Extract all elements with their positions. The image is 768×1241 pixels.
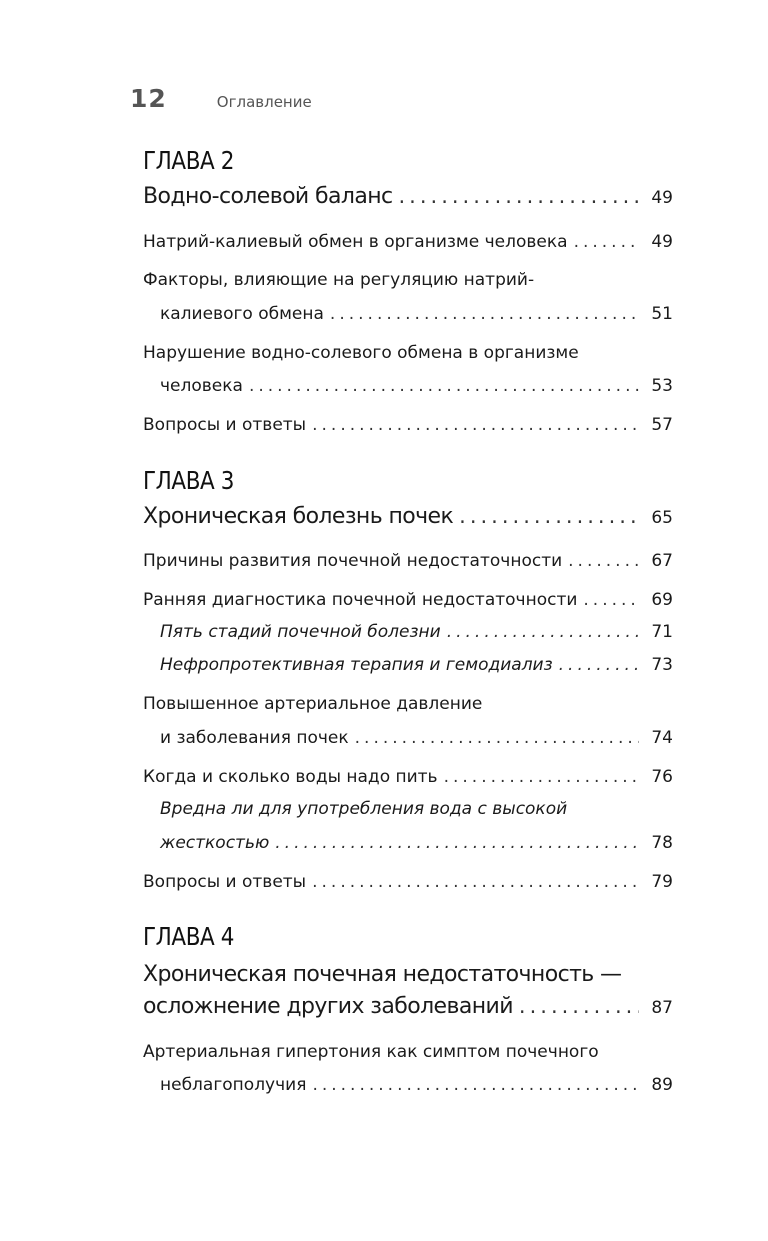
entry-title: Причины развития почечной недостаточности (143, 551, 563, 571)
chapter-2-title-entry[interactable] (143, 186, 673, 208)
toc-entry[interactable] (143, 415, 673, 435)
toc-entry[interactable] (143, 872, 673, 892)
leader-dots (312, 1075, 639, 1095)
entry-title-line1: Нарушение водно-солевого обмена в организме (143, 343, 579, 363)
page-ref: 51 (651, 304, 673, 324)
page-ref: 53 (651, 376, 673, 396)
toc-entry[interactable] (143, 232, 673, 252)
leader-dots (399, 186, 640, 206)
page-ref: 67 (651, 551, 673, 571)
entry-title: Ранняя диагностика почечной недостаточности (143, 590, 578, 610)
chapter-3-title-entry[interactable] (143, 506, 673, 528)
page-ref: 73 (651, 655, 673, 675)
page-ref: 74 (651, 728, 673, 748)
page-ref: 49 (651, 188, 673, 208)
page-number: 12 (130, 84, 167, 113)
toc-subentry[interactable] (160, 622, 673, 642)
toc-entry[interactable] (143, 767, 673, 787)
entry-title: Вопросы и ответы (143, 872, 307, 892)
entry-title-line1: Вредна ли для употребления вода с высокой (160, 799, 568, 819)
toc-entry[interactable] (160, 1075, 673, 1095)
chapter-3-label: ГЛАВА 3 (143, 466, 234, 495)
leader-dots (312, 415, 639, 435)
entry-title-line2: и заболевания почек (160, 728, 349, 748)
toc-entry[interactable] (143, 590, 673, 610)
leader-dots (447, 622, 639, 642)
chapter-4-label: ГЛАВА 4 (143, 922, 234, 951)
leader-dots (355, 728, 639, 748)
toc-entry[interactable] (160, 376, 673, 396)
entry-title-line1: Артериальная гипертония как симптом почечного (143, 1042, 599, 1062)
running-title: Оглавление (216, 93, 312, 111)
toc-entry[interactable] (160, 728, 673, 748)
leader-dots (519, 996, 639, 1016)
entry-title: Когда и сколько воды надо пить (143, 767, 438, 787)
leader-dots (275, 833, 639, 853)
leader-dots (459, 506, 639, 526)
page-ref: 65 (651, 508, 673, 528)
leader-dots (312, 872, 639, 892)
page-ref: 87 (651, 998, 673, 1018)
chapter-3-title: Хроническая болезнь почек (143, 504, 454, 529)
leader-dots (330, 304, 639, 324)
page-ref: 76 (651, 767, 673, 787)
leader-dots (249, 376, 639, 396)
page-ref: 49 (651, 232, 673, 252)
toc-subentry[interactable] (160, 833, 673, 853)
page-ref: 57 (651, 415, 673, 435)
leader-dots (583, 590, 639, 610)
entry-title: Вопросы и ответы (143, 415, 307, 435)
entry-title-line2: человека (160, 376, 243, 396)
chapter-4-title-line1: Хроническая почечная недостаточность — (143, 962, 622, 987)
leader-dots (559, 655, 639, 675)
page-ref: 89 (651, 1075, 673, 1095)
page-ref: 78 (651, 833, 673, 853)
entry-title-line2: жесткостью (160, 833, 270, 853)
chapter-2-title: Водно-солевой баланс (143, 184, 393, 209)
entry-title: Нефропротективная терапия и гемодиализ (160, 655, 553, 675)
leader-dots (574, 232, 639, 252)
toc-entry[interactable] (160, 304, 673, 324)
toc-subentry[interactable] (160, 655, 673, 675)
leader-dots (568, 551, 639, 571)
page-header (130, 84, 312, 113)
entry-title-line2: неблагополучия (160, 1075, 307, 1095)
chapter-4-title-entry[interactable] (143, 996, 673, 1018)
entry-title-line2: калиевого обмена (160, 304, 324, 324)
page-ref: 69 (651, 590, 673, 610)
chapter-4-title-line2: осложнение других заболеваний (143, 994, 513, 1019)
page-ref: 71 (651, 622, 673, 642)
entry-title-line1: Повышенное артериальное давление (143, 694, 483, 714)
entry-title: Натрий-калиевый обмен в организме человека (143, 232, 568, 252)
leader-dots (444, 767, 639, 787)
page-ref: 79 (651, 872, 673, 892)
entry-title: Пять стадий почечной болезни (160, 622, 441, 642)
entry-title-line1: Факторы, влияющие на регуляцию натрий- (143, 270, 535, 290)
chapter-2-label: ГЛАВА 2 (143, 146, 234, 175)
toc-entry[interactable] (143, 551, 673, 571)
